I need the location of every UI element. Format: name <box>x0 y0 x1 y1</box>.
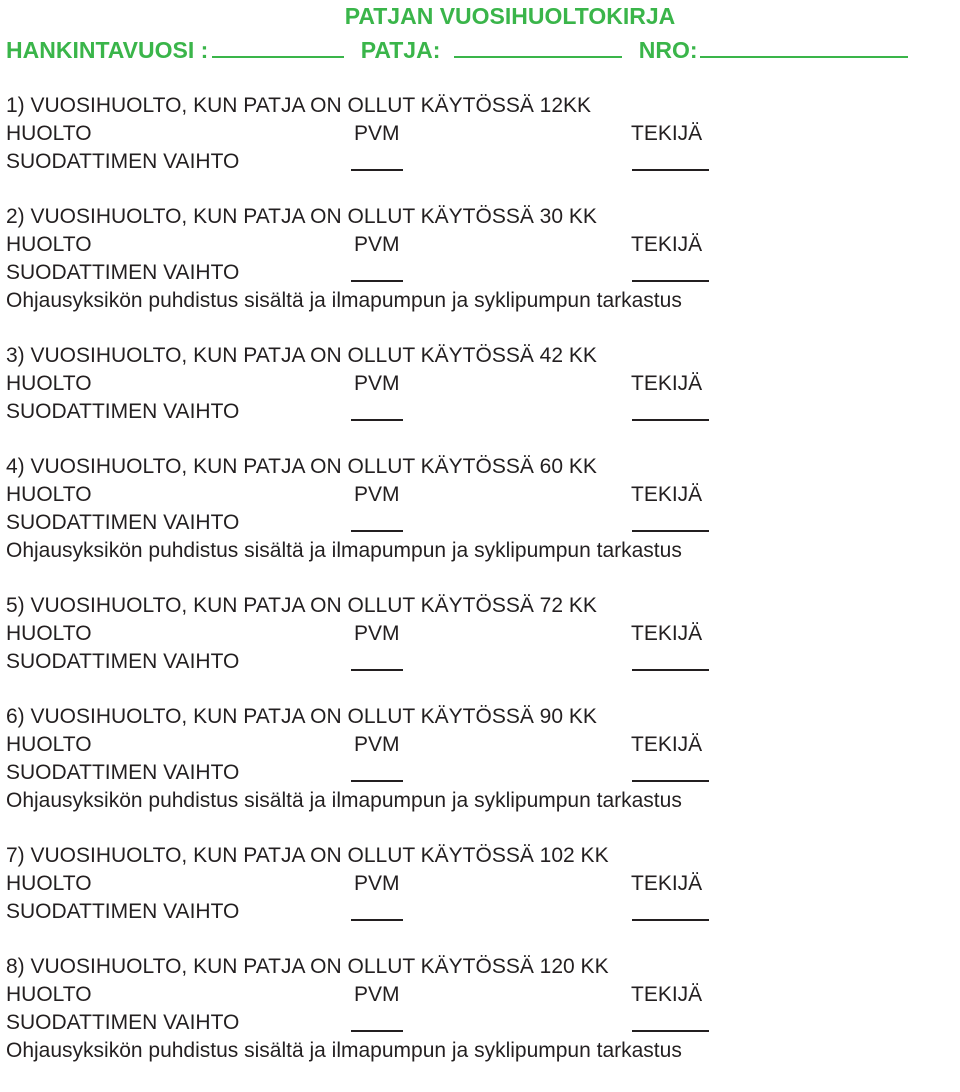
filter-change-row <box>6 148 960 176</box>
column-headers <box>6 481 960 509</box>
control-unit-note: Ohjausyksikön puhdistus sisältä ja ilmapumpun ja syklipumpun tarkastus <box>6 289 682 312</box>
service-section-7 <box>6 842 960 953</box>
section-heading: 3) VUOSIHUOLTO, KUN PATJA ON OLLUT KÄYTÖSSÄ 42 KK <box>6 344 597 367</box>
performer-column-label: TEKIJÄ <box>631 733 703 756</box>
section-spacer <box>6 815 960 842</box>
service-section-2 <box>6 203 960 342</box>
header-fields <box>6 34 908 64</box>
section-heading: 4) VUOSIHUOLTO, KUN PATJA ON OLLUT KÄYTÖSSÄ 60 KK <box>6 455 597 478</box>
control-unit-note: Ohjausyksikön puhdistus sisältä ja ilmapumpun ja syklipumpun tarkastus <box>6 789 682 812</box>
section-spacer <box>6 926 960 953</box>
section-heading: 7) VUOSIHUOLTO, KUN PATJA ON OLLUT KÄYTÖSSÄ 102 KK <box>6 844 609 867</box>
filter-change-label: SUODATTIMEN VAIHTO <box>6 261 240 284</box>
year-label: HANKINTAVUOSI : <box>6 37 209 63</box>
page-title: PATJAN VUOSIHUOLTOKIRJA <box>344 3 676 29</box>
performer-blank[interactable] <box>632 280 709 282</box>
column-headers <box>6 231 960 259</box>
service-column-label: HUOLTO <box>6 483 92 506</box>
performer-blank[interactable] <box>632 919 709 921</box>
section-heading: 6) VUOSIHUOLTO, KUN PATJA ON OLLUT KÄYTÖSSÄ 90 KK <box>6 705 597 728</box>
filter-change-label: SUODATTIMEN VAIHTO <box>6 761 240 784</box>
filter-change-row <box>6 648 960 676</box>
performer-blank[interactable] <box>632 780 709 782</box>
filter-change-label: SUODATTIMEN VAIHTO <box>6 650 240 673</box>
number-blank[interactable] <box>700 34 908 58</box>
filter-change-row <box>6 759 960 787</box>
mattress-label: PATJA: <box>360 37 441 63</box>
filter-change-row <box>6 1009 960 1037</box>
service-section-3 <box>6 342 960 453</box>
section-spacer <box>6 565 960 592</box>
service-column-label: HUOLTO <box>6 233 92 256</box>
column-headers <box>6 731 960 759</box>
performer-column-label: TEKIJÄ <box>631 122 703 145</box>
control-unit-note: Ohjausyksikön puhdistus sisältä ja ilmapumpun ja syklipumpun tarkastus <box>6 1039 682 1062</box>
service-column-label: HUOLTO <box>6 122 92 145</box>
date-column-label: PVM <box>354 122 400 145</box>
filter-change-label: SUODATTIMEN VAIHTO <box>6 1011 240 1034</box>
column-headers <box>6 870 960 898</box>
section-heading: 8) VUOSIHUOLTO, KUN PATJA ON OLLUT KÄYTÖSSÄ 120 KK <box>6 955 609 978</box>
service-section-4 <box>6 453 960 592</box>
column-headers <box>6 981 960 1009</box>
date-column-label: PVM <box>354 233 400 256</box>
performer-column-label: TEKIJÄ <box>631 622 703 645</box>
service-column-label: HUOLTO <box>6 733 92 756</box>
performer-column-label: TEKIJÄ <box>631 872 703 895</box>
date-column-label: PVM <box>354 872 400 895</box>
section-spacer <box>6 176 960 203</box>
performer-column-label: TEKIJÄ <box>631 233 703 256</box>
performer-blank[interactable] <box>632 419 709 421</box>
performer-blank[interactable] <box>632 530 709 532</box>
number-label: NRO: <box>638 37 698 63</box>
column-headers <box>6 620 960 648</box>
date-blank[interactable] <box>351 419 403 421</box>
filter-change-label: SUODATTIMEN VAIHTO <box>6 511 240 534</box>
filter-change-label: SUODATTIMEN VAIHTO <box>6 900 240 923</box>
section-heading: 2) VUOSIHUOLTO, KUN PATJA ON OLLUT KÄYTÖSSÄ 30 KK <box>6 205 597 228</box>
year-blank[interactable] <box>212 34 344 58</box>
performer-column-label: TEKIJÄ <box>631 983 703 1006</box>
performer-blank[interactable] <box>632 669 709 671</box>
service-sections <box>6 92 960 1092</box>
section-spacer <box>6 676 960 703</box>
filter-change-row <box>6 898 960 926</box>
date-column-label: PVM <box>354 733 400 756</box>
date-blank[interactable] <box>351 169 403 171</box>
service-column-label: HUOLTO <box>6 872 92 895</box>
date-column-label: PVM <box>354 483 400 506</box>
mattress-blank[interactable] <box>454 34 622 58</box>
section-spacer <box>6 1065 960 1092</box>
performer-column-label: TEKIJÄ <box>631 372 703 395</box>
date-blank[interactable] <box>351 919 403 921</box>
column-headers <box>6 120 960 148</box>
filter-change-row <box>6 398 960 426</box>
service-column-label: HUOLTO <box>6 372 92 395</box>
date-blank[interactable] <box>351 1030 403 1032</box>
filter-change-label: SUODATTIMEN VAIHTO <box>6 400 240 423</box>
date-column-label: PVM <box>354 983 400 1006</box>
section-spacer <box>6 315 960 342</box>
filter-change-row <box>6 509 960 537</box>
section-heading: 5) VUOSIHUOLTO, KUN PATJA ON OLLUT KÄYTÖSSÄ 72 KK <box>6 594 597 617</box>
service-column-label: HUOLTO <box>6 983 92 1006</box>
column-headers <box>6 370 960 398</box>
filter-change-label: SUODATTIMEN VAIHTO <box>6 150 240 173</box>
filter-change-row <box>6 259 960 287</box>
date-blank[interactable] <box>351 669 403 671</box>
service-column-label: HUOLTO <box>6 622 92 645</box>
service-section-6 <box>6 703 960 842</box>
service-section-1 <box>6 92 960 203</box>
performer-blank[interactable] <box>632 169 709 171</box>
date-column-label: PVM <box>354 372 400 395</box>
section-heading: 1) VUOSIHUOLTO, KUN PATJA ON OLLUT KÄYTÖSSÄ 12KK <box>6 94 592 117</box>
date-blank[interactable] <box>351 780 403 782</box>
performer-column-label: TEKIJÄ <box>631 483 703 506</box>
date-blank[interactable] <box>351 280 403 282</box>
date-blank[interactable] <box>351 530 403 532</box>
service-section-5 <box>6 592 960 703</box>
date-column-label: PVM <box>354 622 400 645</box>
section-spacer <box>6 426 960 453</box>
control-unit-note: Ohjausyksikön puhdistus sisältä ja ilmapumpun ja syklipumpun tarkastus <box>6 539 682 562</box>
performer-blank[interactable] <box>632 1030 709 1032</box>
service-section-8 <box>6 953 960 1092</box>
